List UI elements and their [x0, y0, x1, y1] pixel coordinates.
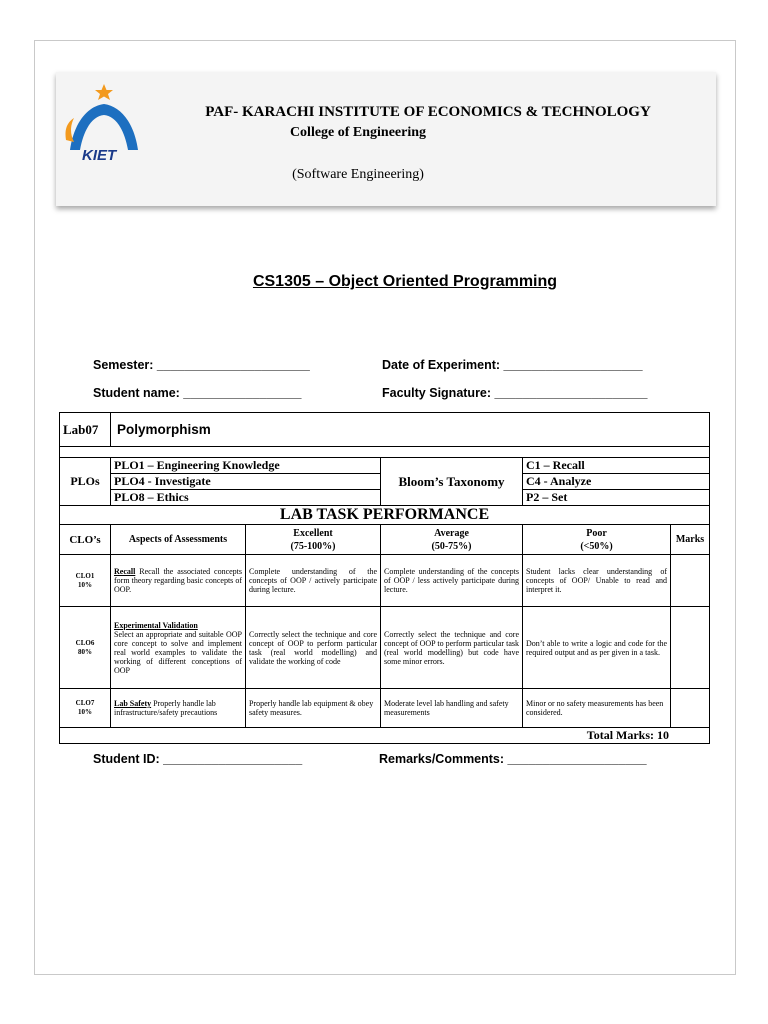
table-row [60, 555, 710, 607]
total-row [60, 728, 710, 744]
remarks-field: Remarks/Comments: ____________________ [379, 752, 647, 766]
aspect-text: Properly handle lab infrastructure/safety precautions [114, 699, 218, 717]
marks-cell[interactable] [671, 555, 710, 607]
clo-weight: 10% [78, 580, 92, 589]
poor-cell: Minor or no safety measurements has been considered. [523, 689, 671, 728]
clo-cell [60, 555, 111, 607]
kiet-logo [62, 82, 144, 164]
lab-number: Lab07 [60, 413, 111, 447]
plo-item: PLO8 – Ethics [111, 490, 381, 506]
clo-cell [60, 607, 111, 689]
average-cell: Moderate level lab handling and safety measurements [381, 689, 523, 728]
marks-cell[interactable] [671, 689, 710, 728]
lab-title: Polymorphism [111, 413, 710, 447]
table-row [60, 607, 710, 689]
clo-code: CLO6 [75, 638, 95, 647]
clo-header: CLO’s [60, 525, 111, 555]
blooms-item: C4 - Analyze [523, 474, 710, 490]
excellent-range: (75-100%) [290, 540, 336, 552]
student-name-field: Student name: _________________ [93, 386, 302, 400]
marks-header: Marks [671, 525, 710, 555]
spacer-row [60, 447, 710, 458]
lab-assessment-table [59, 412, 710, 744]
poor-cell: Student lacks clear understanding of concepts of OOP/ Unable to read and interpret it. [523, 555, 671, 607]
clo-cell [60, 689, 111, 728]
average-label: Average [434, 527, 469, 539]
blooms-item: P2 – Set [523, 490, 710, 506]
excellent-cell: Properly handle lab equipment & obey safety measures. [246, 689, 381, 728]
poor-cell: Don’t able to write a logic and code for the required output and as per given in a task. [523, 607, 671, 689]
aspects-header: Aspects of Assessments [111, 525, 246, 555]
plo-row [60, 458, 710, 474]
excellent-cell: Correctly select the technique and core concept of OOP to perform particular task (real world modelling) and validate the working of code [246, 607, 381, 689]
aspect-text: Select an appropriate and suitable OOP core concept to solve and implement real world examples to validate the working of different conceptions of OOP [114, 629, 242, 675]
average-cell: Correctly select the technique and core concept of OOP to perform particular task (real world modelling) but code have some minor errors. [381, 607, 523, 689]
department-name: (Software Engineering) [292, 167, 424, 182]
performance-header-row [60, 525, 710, 555]
aspect-title: Experimental Validation [114, 620, 198, 630]
institute-header [56, 72, 716, 206]
institute-name: PAF- KARACHI INSTITUTE OF ECONOMICS & TECHNOLOGY [205, 104, 651, 120]
performance-heading-row [60, 506, 710, 525]
clo-code: CLO7 [75, 699, 95, 707]
poor-range: (<50%) [580, 540, 613, 552]
aspect-title: Recall [114, 567, 136, 576]
performance-heading: LAB TASK PERFORMANCE [60, 506, 710, 525]
average-header [381, 525, 523, 555]
average-cell: Complete understanding of the concepts of OOP / less actively participate during lecture. [381, 555, 523, 607]
college-name: College of Engineering [289, 125, 427, 140]
excellent-header [246, 525, 381, 555]
plo-item: PLO1 – Engineering Knowledge [111, 458, 381, 474]
lab-row [60, 413, 710, 447]
student-id-field: Student ID: ____________________ [93, 752, 303, 766]
aspect-cell [111, 607, 246, 689]
blooms-item: C1 – Recall [523, 458, 710, 474]
faculty-signature-field: Faculty Signature: ______________________ [382, 386, 648, 400]
excellent-cell: Complete understanding of the concepts of OOP / actively participate during lecture. [246, 555, 381, 607]
aspect-cell [111, 555, 246, 607]
plos-label: PLOs [60, 458, 111, 506]
aspect-cell [111, 689, 246, 728]
clo-weight: 80% [78, 647, 92, 656]
total-marks: Total Marks: 10 [60, 728, 710, 744]
marks-cell[interactable] [671, 607, 710, 689]
aspect-text: Recall the associated concepts form theory regarding basic concepts of OOP. [114, 567, 242, 594]
semester-field: Semester: ______________________ [93, 358, 310, 372]
table-row [60, 689, 710, 728]
average-range: (50-75%) [431, 540, 472, 552]
blooms-taxonomy-label: Bloom’s Taxonomy [381, 458, 523, 506]
svg-text:KIET: KIET [82, 147, 117, 164]
poor-label: Poor [586, 527, 607, 539]
excellent-label: Excellent [293, 527, 333, 539]
clo-weight: 10% [78, 708, 92, 716]
date-of-experiment-field: Date of Experiment: ____________________ [382, 358, 643, 372]
clo-code: CLO1 [75, 571, 95, 580]
aspect-title: Lab Safety [114, 699, 152, 708]
course-title: CS1305 – Object Oriented Programming [252, 273, 558, 290]
poor-header [523, 525, 671, 555]
plo-item: PLO4 - Investigate [111, 474, 381, 490]
